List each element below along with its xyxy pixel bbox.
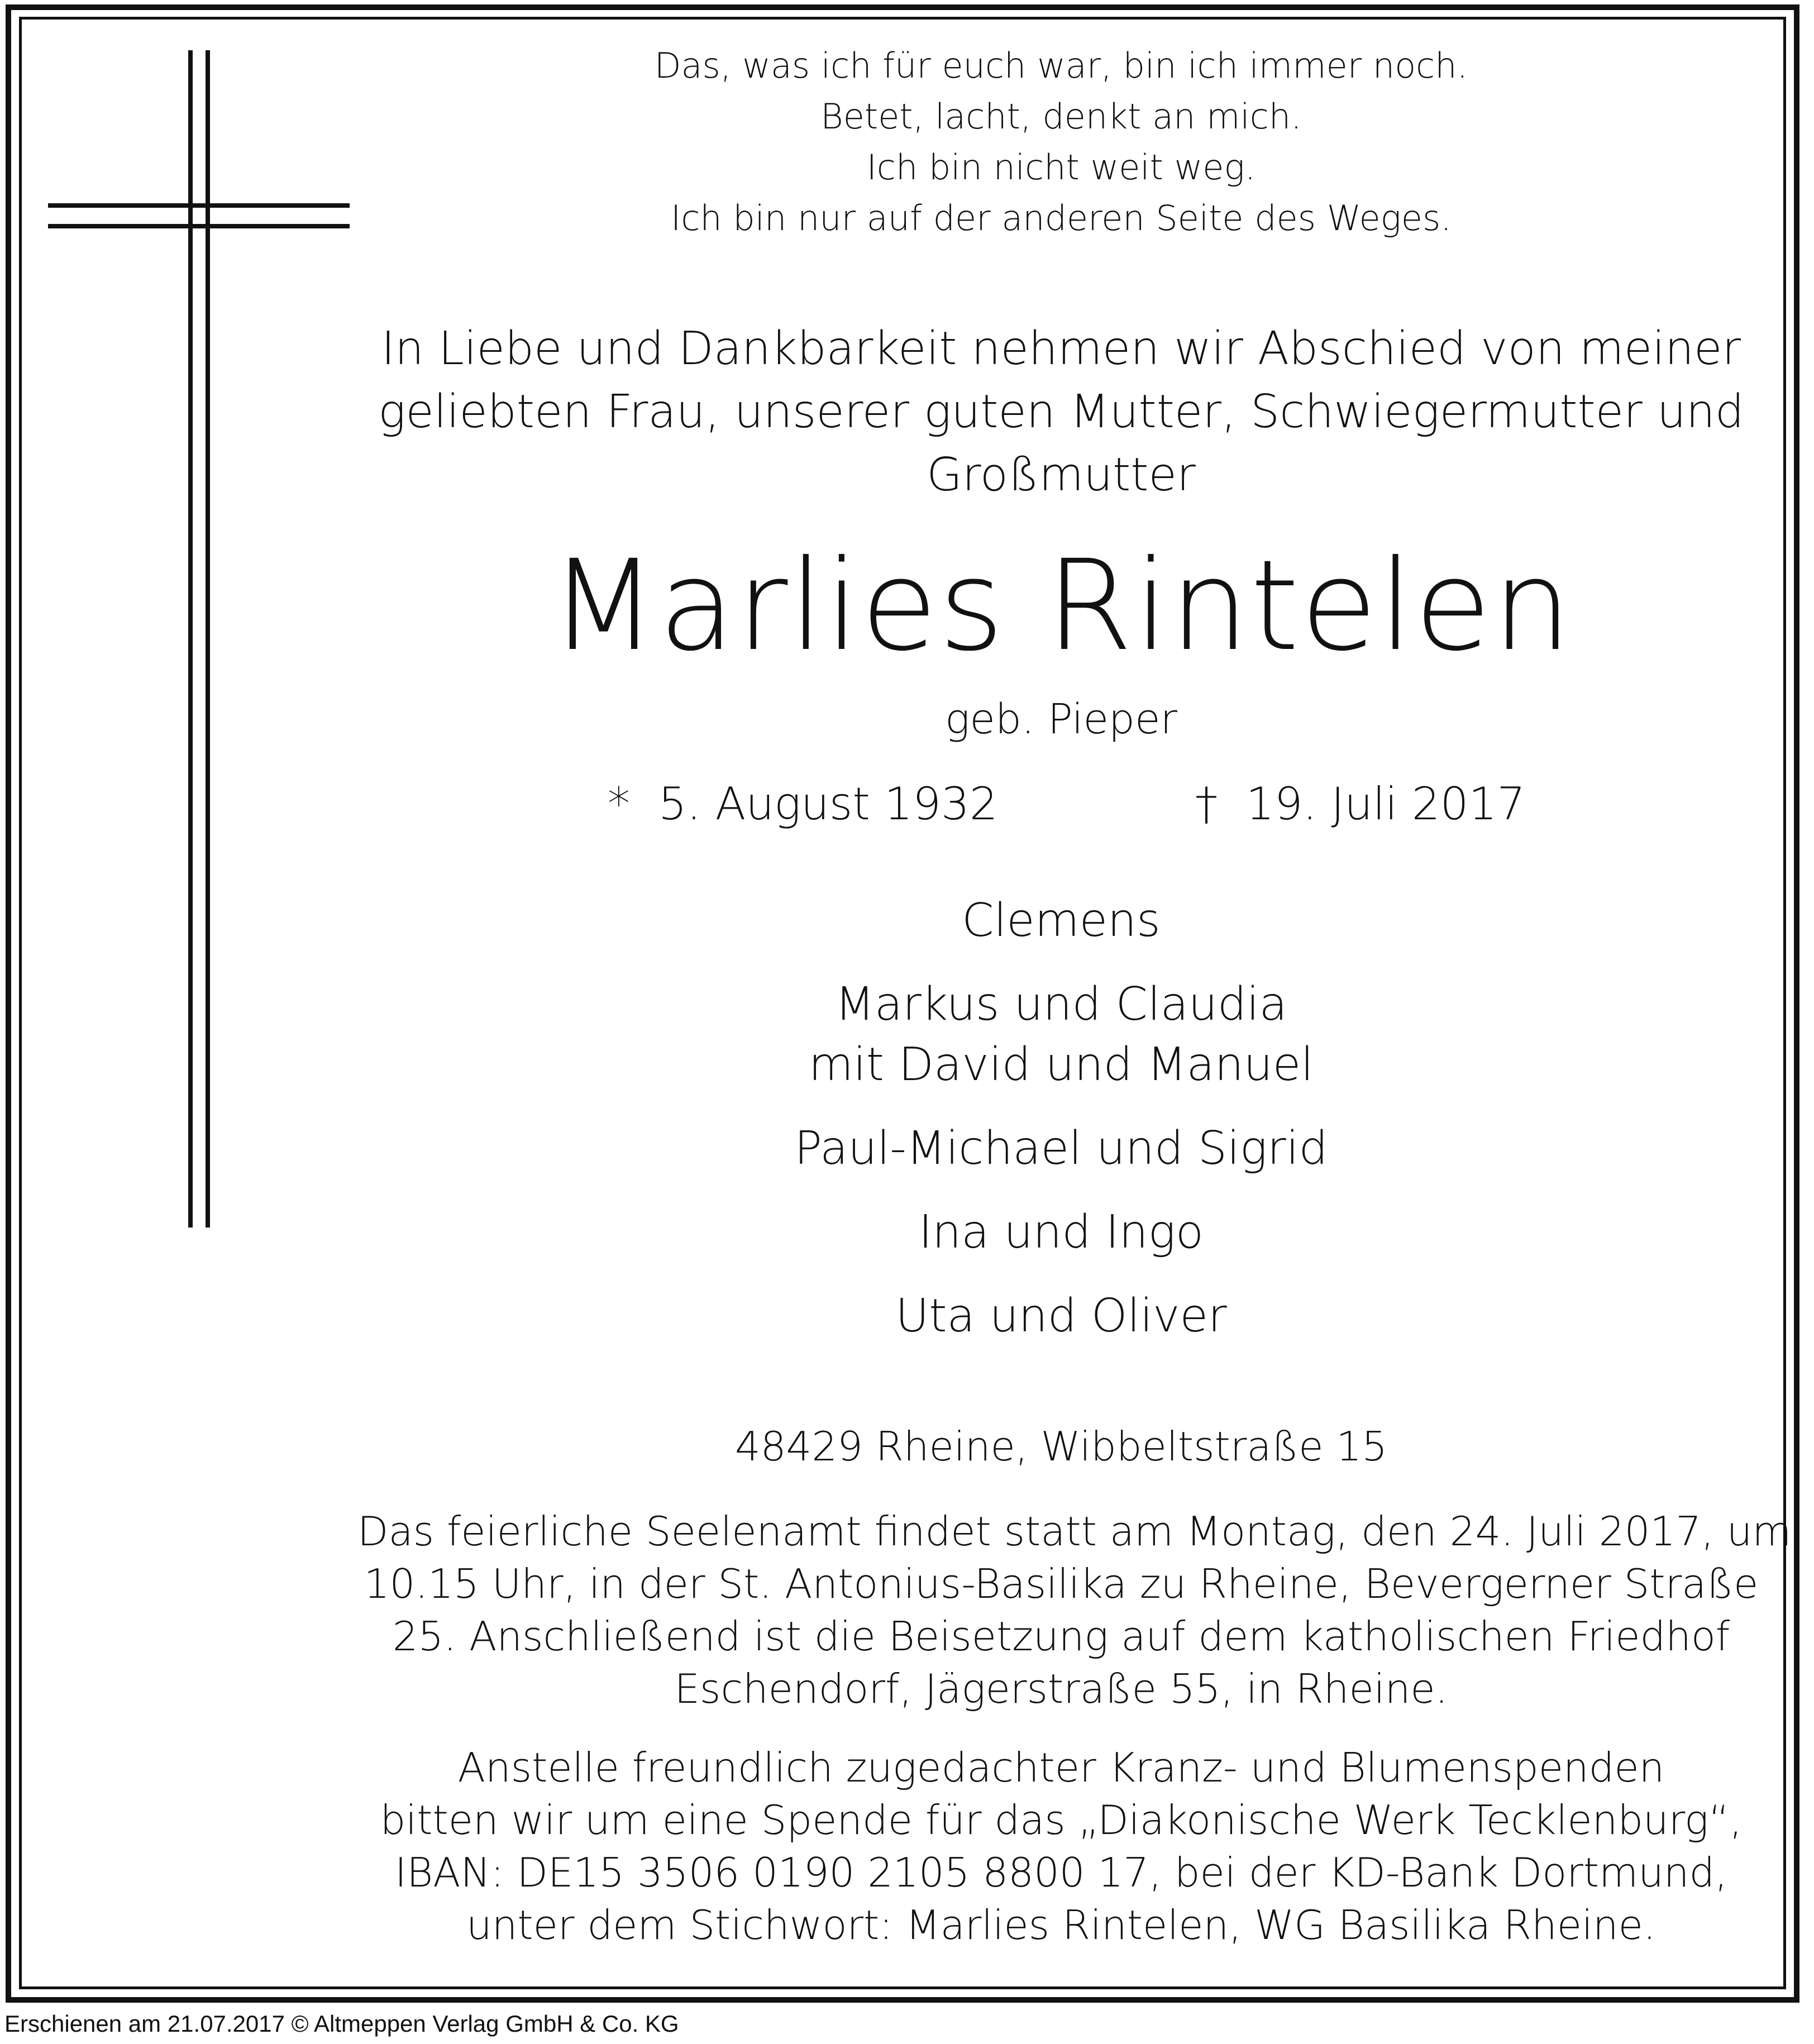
donation-line: Anstelle freundlich zugedachter Kranz- und Blumenspenden xyxy=(457,1744,1665,1791)
motto-line: Ich bin nicht weit weg. xyxy=(866,147,1256,188)
family-member: Clemens xyxy=(962,894,1161,947)
service-line: 10.15 Uhr, in der St. Antonius-Basilika zu Rheine, Bevergerner Straße xyxy=(364,1560,1759,1607)
birth-date-value: 5. August 1932 xyxy=(658,778,998,830)
intro-line: Großmutter xyxy=(927,448,1196,502)
donation-line: IBAN: DE15 3506 0190 2105 8800 17, bei der KD-Bank Dortmund, xyxy=(394,1849,1728,1896)
death-date xyxy=(1195,776,1525,832)
intro-line: In Liebe und Dankbarkeit nehmen wir Abschied von meiner xyxy=(381,322,1741,375)
motto-line: Betet, lacht, denkt an mich. xyxy=(820,96,1302,137)
death-symbol: † xyxy=(1195,778,1218,830)
motto-verse xyxy=(357,40,1765,243)
death-date-value: 19. Juli 2017 xyxy=(1245,778,1526,830)
family-member-line: Markus und Claudia xyxy=(835,978,1287,1031)
birth-symbol: * xyxy=(608,778,630,830)
donation-line: bitten wir um eine Spende für das „Diakonische Werk Tecklenburg“, xyxy=(380,1797,1743,1844)
motto-line: Ich bin nur auf der anderen Seite des Weges. xyxy=(671,198,1452,238)
farewell-intro xyxy=(357,317,1765,507)
family-member: Ina und Ingo xyxy=(918,1206,1204,1259)
motto-line: Das, was ich für euch war, bin ich immer noch. xyxy=(654,45,1468,86)
service-line: Eschendorf, Jägerstraße 55, in Rheine. xyxy=(674,1665,1448,1712)
intro-line: geliebten Frau, unserer guten Mutter, Schwiegermutter und xyxy=(378,385,1744,438)
donation-line: unter dem Stichwort: Marlies Rintelen, WG Basilika Rheine. xyxy=(466,1902,1656,1949)
family-member: Paul-Michael und Sigrid xyxy=(794,1122,1328,1175)
donation-info xyxy=(357,1741,1765,1951)
family-member xyxy=(357,975,1765,1095)
family-member-line: mit David und Manuel xyxy=(809,1038,1314,1091)
service-line: Das feierliche Seelenamt findet statt am Montag, den 24. Juli 2017, um xyxy=(357,1508,1792,1555)
service-line: 25. Anschließend ist die Beisetzung auf dem katholischen Friedhof xyxy=(392,1613,1730,1660)
family-address: 48429 Rheine, Wibbeltstraße 15 xyxy=(734,1423,1388,1470)
family-member: Uta und Oliver xyxy=(895,1290,1227,1343)
service-info xyxy=(357,1505,1792,1715)
birth-date xyxy=(608,776,998,832)
family-list xyxy=(357,891,1765,1370)
publication-footer: Erschienen am 21.07.2017 © Altmeppen Verlag GmbH & Co. KG xyxy=(4,2010,679,2037)
deceased-name: Marlies Rintelen xyxy=(549,533,1573,679)
birth-name: geb. Pieper xyxy=(945,695,1177,743)
